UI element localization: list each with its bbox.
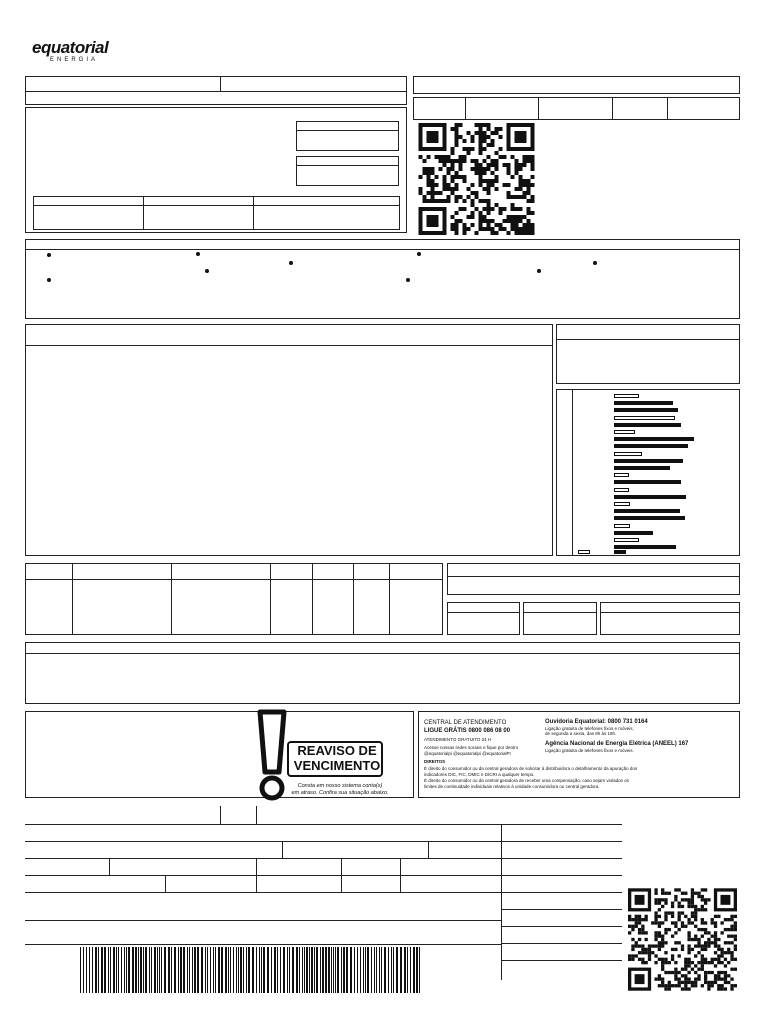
history-bar	[614, 423, 681, 427]
history-bar	[614, 408, 678, 412]
notice-title-line1: REAVISO DE	[297, 743, 377, 758]
rights-line4: limites de continuidade individuais relativos à unidade consumidora ou central geradora.	[424, 784, 600, 789]
pix-qr-code	[418, 123, 535, 235]
tax-field-1	[447, 602, 520, 635]
aneel-sub: Ligação gratuita de telefones fixos e móveis.	[545, 748, 634, 753]
history-bar	[614, 502, 630, 506]
bullet	[47, 278, 51, 282]
history-bar	[614, 416, 675, 420]
social-caption: Acesse nossas redes sociais e fique por dentro	[424, 745, 519, 750]
tax-field-2	[523, 602, 597, 635]
notice-title-line2: VENCIMENTO	[293, 758, 381, 773]
bullet	[593, 261, 597, 265]
bullet	[417, 252, 421, 256]
history-bar	[614, 459, 683, 463]
rights-title: DIREITOS	[424, 759, 446, 764]
notice-note-line1: Consta em nosso sistema conta(s)	[297, 783, 383, 789]
service-free-line: ATENDIMENTO GRATUITO 24 H	[424, 737, 492, 742]
history-bar	[614, 473, 629, 477]
history-legend-dark	[614, 550, 626, 554]
service-phone: LIGUE GRÁTIS 0800 086 08 00	[424, 728, 511, 734]
history-bar	[614, 394, 639, 398]
history-bar	[614, 430, 635, 434]
history-bar	[614, 516, 685, 520]
history-bar	[614, 437, 694, 441]
rights-line1: É direito do consumidor ou da central geradora de solicitar à distribuidora o detalhamento da apuração dos	[424, 766, 638, 771]
notices-box	[25, 239, 740, 319]
tax-info-box	[447, 563, 740, 595]
bullet	[196, 252, 200, 256]
bullet	[537, 269, 541, 273]
history-bar	[614, 495, 686, 499]
account-header-box	[413, 76, 740, 94]
history-bar	[614, 480, 681, 484]
messages-box	[25, 642, 740, 704]
installation-code-field	[296, 156, 399, 186]
history-bar	[614, 531, 653, 535]
history-bar	[614, 545, 676, 549]
billing-info-row	[413, 97, 740, 120]
bullet	[406, 278, 410, 282]
social-handles: @equatorialpi @equatorialpi @equatorialPI	[424, 751, 511, 756]
logo-wordmark: equatorial	[32, 38, 109, 57]
aneel-phone: Agência Nacional de Energia Elétrica (ANEEL) 167	[545, 741, 689, 747]
history-bar	[614, 401, 673, 405]
bullet	[205, 269, 209, 273]
rights-line3: É direito do consumidor ou da central geradora de receber uma compensação, caso sejam violados os	[424, 778, 629, 783]
rights-line2: indicadores DIC, FIC, DMIC e DICRI a qualquer tempo.	[424, 772, 535, 777]
total-amount-box	[556, 324, 740, 384]
company-logo	[32, 40, 122, 70]
ombudsman-sub1: Ligação gratuita de telefones fixos e móveis,	[545, 726, 634, 731]
client-code-field	[296, 121, 399, 151]
notice-note-line2: em atraso. Confira sua situação abaixo.	[291, 790, 389, 796]
bullet	[47, 253, 51, 257]
history-bar	[614, 466, 670, 470]
history-bar	[614, 509, 680, 513]
payment-qr-code	[628, 888, 737, 991]
history-bar	[614, 444, 688, 448]
ombudsman-phone: Ouvidoria Equatorial: 0800 731 0164	[545, 719, 648, 725]
payment-barcode	[80, 947, 422, 993]
history-bar	[614, 538, 639, 542]
history-legend-light	[578, 550, 590, 554]
service-center-title: CENTRAL DE ATENDIMENTO	[424, 720, 507, 726]
ombudsman-sub2: de segunda a sexta, das 8h às 18h.	[545, 731, 617, 736]
billing-items-box	[25, 324, 553, 556]
bullet	[289, 261, 293, 265]
meter-info-table	[33, 196, 400, 230]
history-bar	[614, 524, 630, 528]
history-bar	[614, 488, 629, 492]
tax-field-3	[600, 602, 740, 635]
logo-subtitle: ENERGIA	[50, 57, 99, 63]
meter-readings-table	[25, 563, 443, 635]
history-bar	[614, 452, 642, 456]
